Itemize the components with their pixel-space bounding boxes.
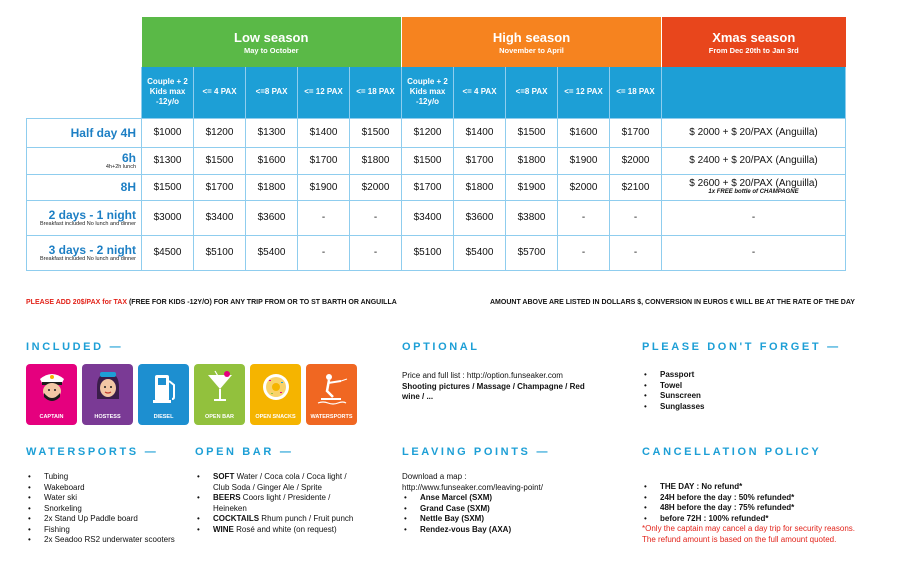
- list-item: [642, 514, 902, 525]
- pax-header: <= 18 PAX: [350, 67, 402, 118]
- season-subtitle: May to October: [243, 45, 299, 55]
- price-cell: $2100: [610, 174, 662, 200]
- table-corner: [27, 17, 142, 118]
- item-bold: 24H: [660, 492, 675, 502]
- duration-label: 6h: [121, 150, 136, 165]
- price-cell: $1400: [298, 118, 350, 147]
- cancellation-footnote: *Only the captain may cancel a day trip for security reasons.: [642, 524, 855, 533]
- list-item: [642, 493, 902, 504]
- dont-forget-list: [642, 370, 842, 412]
- list-item: [642, 370, 842, 381]
- duration-label: Half day 4H: [70, 125, 136, 140]
- xmas-bonus: 1x FREE bottle of CHAMPAGNE: [708, 189, 799, 195]
- tax-note: [26, 299, 397, 306]
- list-item: • Snorkeling: [26, 504, 176, 515]
- xmas-price-cell: [662, 174, 846, 200]
- xmas-price-cell: [662, 147, 846, 174]
- item-bold: SOFT: [213, 472, 235, 481]
- dont-forget-heading: [642, 341, 838, 353]
- list-item: [642, 381, 842, 392]
- waterski-icon: [306, 364, 357, 410]
- season-header-high: [402, 17, 662, 67]
- price-cell: $1900: [298, 174, 350, 200]
- price-cell: $1900: [558, 147, 610, 174]
- price-cell: $1500: [142, 174, 194, 200]
- heading-text: LEAVING POINTS: [402, 446, 531, 458]
- heading-dash: —: [536, 446, 548, 458]
- price-cell: $2000: [350, 174, 402, 200]
- cancellation-list: [642, 482, 902, 524]
- season-header-xmas: [662, 17, 846, 67]
- price-cell: $1700: [402, 174, 454, 200]
- price-cell: -: [558, 200, 610, 235]
- pax-header: <= 4 PAX: [194, 67, 246, 118]
- donut-icon: [250, 364, 301, 410]
- tile-label: OPEN BAR: [204, 414, 235, 420]
- price-cell: $1600: [558, 118, 610, 147]
- item-text: Sunglasses: [660, 401, 705, 411]
- price-cell: -: [350, 235, 402, 270]
- leaving-points-link[interactable]: http://www.funseaker.com/leaving-point/: [402, 482, 543, 492]
- price-cell: $1700: [610, 118, 662, 147]
- price-cell: -: [298, 235, 350, 270]
- item-text: : No refund*: [694, 482, 743, 491]
- item-bold: BEERS: [213, 493, 241, 502]
- list-item: • Fishing: [26, 525, 176, 536]
- season-title: Xmas season: [712, 29, 796, 45]
- currency-note: AMOUNT ABOVE ARE LISTED IN DOLLARS $, CONVERSION IN EUROS € WILL BE AT THE RATE OF THE DAY: [490, 299, 855, 306]
- row-label: [27, 235, 142, 270]
- table-row: [27, 118, 846, 147]
- item-text: : 100% refunded*: [701, 513, 769, 523]
- item-text: Passport: [660, 370, 695, 379]
- item-bold: THE DAY: [660, 482, 695, 491]
- price-cell: $5400: [246, 235, 298, 270]
- optional-heading: [402, 341, 480, 353]
- xmas-price: -: [751, 247, 756, 258]
- cancellation-heading: [642, 446, 821, 458]
- item-text: Coors light / Presidente / Heineken: [213, 493, 331, 513]
- list-item: [402, 525, 602, 536]
- tax-note-text: (FREE FOR KIDS -12Y/O) FOR ANY TRIP FROM OR TO ST BARTH OR ANGUILLA: [127, 299, 397, 306]
- optional-block: [402, 371, 602, 403]
- item-bold: COCKTAILS: [213, 514, 260, 523]
- price-cell: $4500: [142, 235, 194, 270]
- table-row: [27, 235, 846, 270]
- price-cell: $1800: [506, 147, 558, 174]
- pax-header-xmas: [662, 67, 846, 118]
- price-cell: $1300: [142, 147, 194, 174]
- table-row: [27, 174, 846, 200]
- cancellation-footnote: The refund amount is based on the full amount quoted.: [642, 534, 837, 544]
- price-cell: $3800: [506, 200, 558, 235]
- item-text: before the day : 75% refunded*: [674, 503, 795, 512]
- item-bold: before 72H: [660, 513, 702, 523]
- item-text: Rosé and white (on request): [233, 524, 337, 534]
- watersports-tile: [306, 364, 357, 425]
- price-cell: $1400: [454, 118, 506, 147]
- price-cell: $1500: [194, 147, 246, 174]
- tile-label: OPEN SNACKS: [255, 414, 296, 420]
- price-cell: $5400: [454, 235, 506, 270]
- optional-items: Shooting pictures / Massage / Champagne / Red wine / ...: [402, 381, 585, 401]
- open-bar-tile: [194, 364, 245, 425]
- price-cell: $1000: [142, 118, 194, 147]
- heading-text: WATERSPORTS: [26, 446, 139, 458]
- hostess-tile: [82, 364, 133, 425]
- pax-header: <= 12 PAX: [558, 67, 610, 118]
- leaving-points-list: [402, 493, 602, 535]
- heading-text: PLEASE DON'T FORGET: [642, 341, 822, 353]
- fuel-pump-icon: [138, 364, 189, 410]
- price-cell: $3600: [246, 200, 298, 235]
- item-text: Anse Marcel (SXM): [420, 493, 493, 502]
- pax-header: <=8 PAX: [506, 67, 558, 118]
- list-item: [195, 525, 365, 536]
- price-cell: -: [298, 200, 350, 235]
- cancellation-block: [642, 482, 902, 545]
- heading-dash: —: [827, 341, 839, 353]
- duration-sublabel: 4h+2h lunch: [105, 163, 136, 170]
- season-title: High season: [492, 29, 571, 45]
- list-item: • Tubing: [26, 472, 176, 483]
- captain-icon: [26, 364, 77, 410]
- pax-header: Couple + 2 Kids max -12y/o: [402, 67, 454, 118]
- item-text: Nettle Bay (SXM): [420, 514, 485, 523]
- open-bar-block: [195, 472, 365, 535]
- xmas-price-cell: [662, 200, 846, 235]
- price-cell: $5100: [402, 235, 454, 270]
- item-text: Sunscreen: [660, 391, 701, 400]
- list-item: • Water ski: [26, 493, 176, 504]
- item-text: Towel: [660, 380, 683, 390]
- row-label: [27, 174, 142, 200]
- price-cell: $5100: [194, 235, 246, 270]
- price-cell: $1600: [246, 147, 298, 174]
- xmas-price: $ 2000 + $ 20/PAX (Anguilla): [689, 127, 818, 138]
- price-cell: $1800: [246, 174, 298, 200]
- included-icons: [26, 364, 357, 425]
- item-text: Water / Coca cola / Coca light / Club Soda / Ginger Ale / Sprite: [213, 472, 347, 492]
- price-cell: -: [610, 235, 662, 270]
- open-bar-list: [195, 472, 365, 535]
- list-item: • Wakeboard: [26, 483, 176, 494]
- dont-forget-block: [642, 370, 842, 412]
- price-cell: $2000: [610, 147, 662, 174]
- price-cell: $1500: [350, 118, 402, 147]
- season-subtitle: November to April: [499, 45, 564, 55]
- tile-label: DIESEL: [153, 414, 174, 420]
- list-item: [402, 514, 602, 525]
- pax-header: <= 4 PAX: [454, 67, 506, 118]
- price-cell: $3600: [454, 200, 506, 235]
- xmas-price-cell: [662, 235, 846, 270]
- season-subtitle: From Dec 20th to Jan 3rd: [708, 45, 799, 55]
- price-cell: $1700: [454, 147, 506, 174]
- season-title: Low season: [234, 29, 309, 45]
- watersports-list: [26, 472, 176, 546]
- item-text: Rendez-vous Bay (AXA): [420, 524, 512, 534]
- price-cell: $1500: [506, 118, 558, 147]
- open-snacks-tile: [250, 364, 301, 425]
- price-cell: -: [558, 235, 610, 270]
- heading-text: INCLUDED: [26, 341, 104, 353]
- duration-label: 2 days - 1 night: [48, 207, 136, 222]
- price-cell: $1300: [246, 118, 298, 147]
- list-item: [642, 402, 842, 413]
- list-item: • 2x Seadoo RS2 underwater scooters: [26, 535, 176, 546]
- item-bold: 48H: [660, 503, 675, 512]
- heading-text: OPEN BAR: [195, 446, 274, 458]
- list-item: [195, 472, 365, 493]
- table-row: [27, 200, 846, 235]
- price-cell: $1200: [402, 118, 454, 147]
- row-label: [27, 147, 142, 174]
- list-item: [402, 504, 602, 515]
- duration-label: 8H: [120, 180, 136, 194]
- open-bar-heading: [195, 446, 291, 458]
- price-cell: -: [350, 200, 402, 235]
- heading-text: OPTIONAL: [402, 341, 480, 353]
- item-text: Grand Case (SXM): [420, 503, 490, 513]
- list-item: [195, 514, 365, 525]
- duration-sublabel: Breakfast included No lunch and dinner: [39, 255, 136, 262]
- price-cell: $3000: [142, 200, 194, 235]
- xmas-price-cell: [662, 118, 846, 147]
- season-header-low: [142, 17, 402, 67]
- list-item: [642, 482, 902, 493]
- xmas-price: $ 2600 + $ 20/PAX (Anguilla): [689, 178, 818, 189]
- leaving-points-heading: [402, 446, 547, 458]
- leaving-points-block: [402, 472, 602, 535]
- item-bold: WINE: [213, 524, 234, 534]
- pax-header: <=8 PAX: [246, 67, 298, 118]
- price-cell: $1200: [194, 118, 246, 147]
- price-cell: $1900: [506, 174, 558, 200]
- list-item: [642, 503, 902, 514]
- heading-dash: —: [109, 341, 121, 353]
- pax-header: <= 18 PAX: [610, 67, 662, 118]
- row-label: [27, 200, 142, 235]
- price-cell: $1700: [194, 174, 246, 200]
- list-item: [642, 391, 842, 402]
- heading-dash: —: [279, 446, 291, 458]
- xmas-price: -: [751, 212, 756, 223]
- diesel-tile: [138, 364, 189, 425]
- price-cell: $3400: [402, 200, 454, 235]
- price-cell: $1700: [298, 147, 350, 174]
- leaving-points-intro: Download a map :: [402, 472, 467, 481]
- watersports-block: [26, 472, 176, 546]
- row-label: [27, 118, 142, 147]
- duration-sublabel: Breakfast included No lunch and dinner: [39, 220, 136, 227]
- pax-header: <= 12 PAX: [298, 67, 350, 118]
- tile-label: HOSTESS: [94, 414, 121, 420]
- table-row: [27, 147, 846, 174]
- price-cell: $2000: [558, 174, 610, 200]
- price-cell: $1500: [402, 147, 454, 174]
- tile-label: WATERSPORTS: [310, 414, 353, 420]
- optional-link-line: Price and full list : http://option.funseaker.com: [402, 371, 563, 380]
- price-cell: $1800: [454, 174, 506, 200]
- price-cell: $3400: [194, 200, 246, 235]
- list-item: [402, 493, 602, 504]
- captain-tile: [26, 364, 77, 425]
- price-cell: $5700: [506, 235, 558, 270]
- heading-dash: —: [144, 446, 156, 458]
- included-heading: [26, 341, 121, 353]
- price-cell: $1800: [350, 147, 402, 174]
- tax-note-highlight: PLEASE ADD 20$/PAX for TAX: [26, 299, 128, 306]
- hostess-icon: [82, 364, 133, 410]
- pricing-table: [26, 17, 846, 271]
- list-item: [195, 493, 365, 514]
- item-text: before the day : 50% refunded*: [674, 492, 795, 502]
- watersports-heading: [26, 446, 156, 458]
- price-cell: -: [610, 200, 662, 235]
- tile-label: CAPTAIN: [39, 414, 64, 420]
- list-item: • 2x Stand Up Paddle board: [26, 514, 176, 525]
- cocktail-glass-icon: [194, 364, 245, 410]
- item-text: Rhum punch / Fruit punch: [259, 514, 354, 523]
- xmas-price: $ 2400 + $ 20/PAX (Anguilla): [689, 155, 818, 166]
- heading-text: CANCELLATION POLICY: [642, 446, 822, 458]
- duration-label: 3 days - 2 night: [48, 242, 136, 257]
- pax-header: Couple + 2 Kids max -12y/o: [142, 67, 194, 118]
